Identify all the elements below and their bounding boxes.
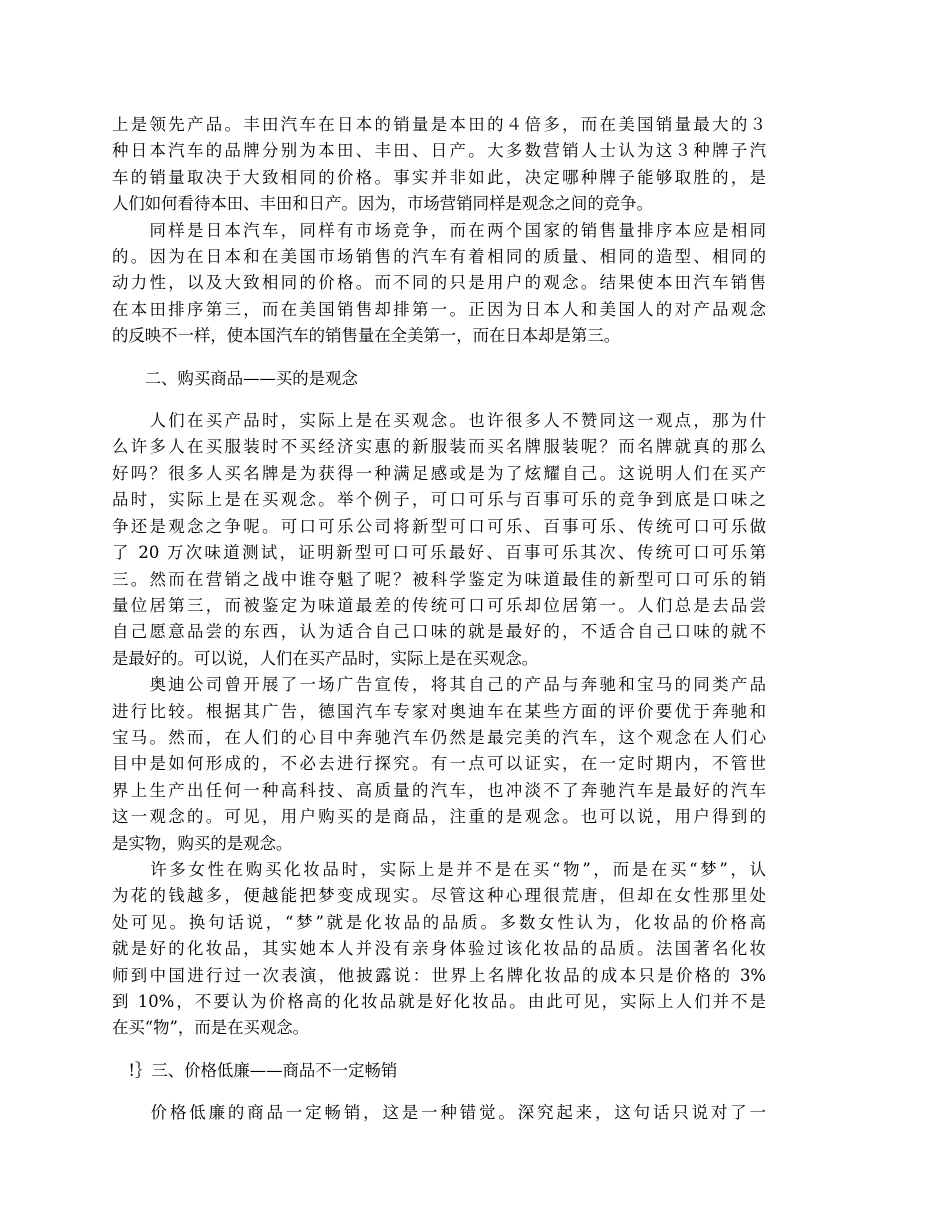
paragraph-low-price <box>112 1100 766 1126</box>
text-line: 么许多人在买服装时不买经济实惠的新服装而买名牌服装呢？而名牌就真的那么 <box>112 437 766 457</box>
paragraph-cosmetics <box>112 857 766 1042</box>
text-line: 上是领先产品。丰田汽车在日本的销量是本田的４倍多，而在美国销量最大的３ <box>112 115 766 134</box>
text-line: 许多女性在购买化妆品时，实际上是并不是在买“物”，而是在买“梦”，认 <box>112 859 766 879</box>
text-line: 量位居第三，而被鉴定为味道最差的传统可口可乐却位居第一。人们总是去品尝 <box>112 595 766 615</box>
text-line: 三。然而在营销之战中谁夺魁了呢？被科学鉴定为味道最佳的新型可口可乐的销 <box>112 569 766 589</box>
text-line: 在买“物”，而是在买观念。 <box>112 1018 310 1038</box>
text-line: 奥迪公司曾开展了一场广告宣传，将其自己的产品与奔驰和宝马的同类产品 <box>112 675 766 695</box>
paragraph-japan-cars <box>112 218 766 350</box>
text-line: 界上生产出任何一种高科技、高质量的汽车，也冲淡不了奔驰汽车是最好的汽车 <box>112 780 766 800</box>
text-line: 同样是日本汽车，同样有市场竞争，而在两个国家的销售量排序本应是相同 <box>112 220 766 240</box>
text-line: 宝马。然而，在人们的心目中奔驰汽车仍然是最完美的汽车，这个观念在人们心 <box>112 727 766 747</box>
text-line: 到 10%，不要认为价格高的化妆品就是好化妆品。由此可见，实际上人们并不是 <box>112 992 766 1011</box>
text-line: 了 20 万次味道测试，证明新型可口可乐最好、百事可乐其次、传统可口可乐第 <box>112 543 766 563</box>
text-line: 人们在买产品时，实际上是在买观念。也许很多人不赞同这一观点，那为什 <box>112 411 766 431</box>
text-line: 的。因为在日本和在美国市场销售的汽车有着相同的质量、相同的造型、相同的 <box>112 247 766 267</box>
text-line: 进行比较。根据其广告，德国汽车专家对奥迪车在某些方面的评价要优于奔驰和 <box>112 701 766 721</box>
section-heading-2: 二、购买商品——买的是观念 <box>112 368 358 388</box>
text-line: 处可见。换句话说，“梦”就是化妆品的品质。多数女性认为，化妆品的价格高 <box>112 912 766 932</box>
paragraph-honda-toyota <box>112 112 766 218</box>
paragraph-audi <box>112 672 766 857</box>
text-line: 品时，实际上是在买观念。举个例子，可口可乐与百事可乐的竞争到底是口味之 <box>112 490 766 510</box>
text-line: 争还是观念之争呢。可口可乐公司将新型可口可乐、百事可乐、传统可口可乐做 <box>112 516 766 536</box>
text-line: 价格低廉的商品一定畅销，这是一种错觉。深究起来，这句话只说对了一 <box>112 1103 766 1123</box>
section-heading-3: !｝三、价格低廉——商品不一定畅销 <box>112 1060 398 1080</box>
text-line: 目中是如何形成的，不必去进行探究。有一点可以证实，在一定时期内，不管世 <box>112 754 766 774</box>
text-line: 为花的钱越多，便越能把梦变成现实。尽管这种心理很荒唐，但却在女性那里处 <box>112 886 766 906</box>
text-line: 是实物，购买的是观念。 <box>112 833 293 853</box>
text-line: 这一观念的。可见，用户购买的是商品，注重的是观念。也可以说，用户得到的 <box>112 807 766 827</box>
text-line: 师到中国进行过一次表演，他披露说：世界上名牌化妆品的成本只是价格的 3% <box>112 965 766 985</box>
text-line: 好吗？很多人买名牌是为获得一种满足感或是为了炫耀自己。这说明人们在买产 <box>112 463 766 483</box>
text-line: 是最好的。可以说，人们在买产品时，实际上是在买观念。 <box>112 648 539 668</box>
text-line: 自己愿意品尝的东西，认为适合自己口味的就是最好的，不适合自己口味的就不 <box>112 622 766 642</box>
text-line: 就是好的化妆品，其实她本人并没有亲身体验过该化妆品的品质。法国著名化妆 <box>112 939 766 959</box>
text-line: 在本田排序第三，而在美国销售却排第一。正因为日本人和美国人的对产品观念 <box>112 299 766 319</box>
text-line: 动力性，以及大致相同的价格。而不同的只是用户的观念。结果使本田汽车销售 <box>112 273 766 293</box>
text-line: 种日本汽车的品牌分别为本田、丰田、日产。大多数营销人士认为这３种牌子汽 <box>112 141 766 161</box>
paragraph-buying-concepts <box>112 408 766 672</box>
text-line: 的反映不一样，使本国汽车的销售量在全美第一，而在日本却是第三。 <box>112 326 621 346</box>
document-page <box>112 112 766 1127</box>
text-line: 车的销量取决于大致相同的价格。事实并非如此，决定哪种牌子能够取胜的，是 <box>112 167 766 187</box>
text-line: 人们如何看待本田、丰田和日产。因为，市场营销同样是观念之间的竞争。 <box>112 194 653 214</box>
